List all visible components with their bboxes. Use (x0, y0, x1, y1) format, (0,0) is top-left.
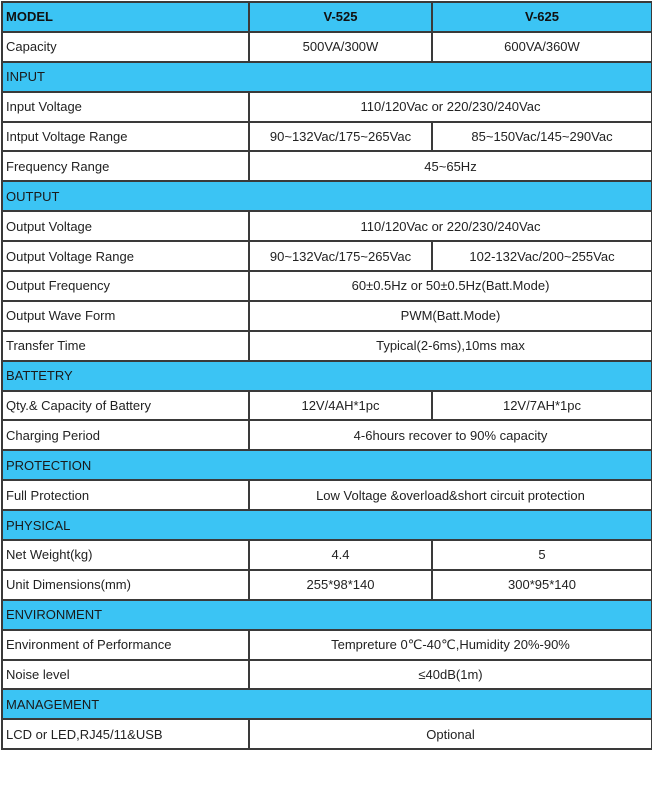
spec-value-both: Typical(2-6ms),10ms max (249, 331, 652, 361)
section-title: OUTPUT (2, 181, 652, 211)
spec-row (2, 660, 652, 690)
spec-row (2, 92, 652, 122)
spec-value-both: PWM(Batt.Mode) (249, 301, 652, 331)
section-row (2, 361, 652, 391)
spec-value-v525: 90~132Vac/175~265Vac (249, 241, 432, 271)
spec-row (2, 241, 652, 271)
spec-value-v525: 500VA/300W (249, 32, 432, 62)
spec-value-both: 110/120Vac or 220/230/240Vac (249, 92, 652, 122)
spec-value-both: 60±0.5Hz or 50±0.5Hz(Batt.Mode) (249, 271, 652, 301)
section-row (2, 62, 652, 92)
spec-row (2, 331, 652, 361)
spec-label: Environment of Performance (2, 630, 249, 660)
model-header: MODEL (2, 2, 249, 32)
spec-value-both: ≤40dB(1m) (249, 660, 652, 690)
spec-label: Output Wave Form (2, 301, 249, 331)
spec-value-v525: 255*98*140 (249, 570, 432, 600)
section-row (2, 510, 652, 540)
spec-value-both: 45~65Hz (249, 151, 652, 181)
section-title: PROTECTION (2, 450, 652, 480)
section-title: BATTETRY (2, 361, 652, 391)
spec-label: Net Weight(kg) (2, 540, 249, 570)
spec-label: Intput Voltage Range (2, 122, 249, 152)
spec-row (2, 211, 652, 241)
spec-label: Unit Dimensions(mm) (2, 570, 249, 600)
spec-value-v625: 12V/7AH*1pc (432, 391, 652, 421)
spec-value-v525: 4.4 (249, 540, 432, 570)
section-row (2, 450, 652, 480)
spec-value-both: Low Voltage &overload&short circuit protection (249, 480, 652, 510)
spec-row (2, 420, 652, 450)
section-title: PHYSICAL (2, 510, 652, 540)
spec-label: Capacity (2, 32, 249, 62)
section-row (2, 689, 652, 719)
spec-label: LCD or LED,RJ45/11&USB (2, 719, 249, 749)
model-v525-header: V-525 (249, 2, 432, 32)
section-row (2, 181, 652, 211)
spec-value-v525: 12V/4AH*1pc (249, 391, 432, 421)
spec-row (2, 480, 652, 510)
spec-label: Charging Period (2, 420, 249, 450)
spec-label: Transfer Time (2, 331, 249, 361)
spec-row (2, 301, 652, 331)
spec-value-both: Tempreture 0℃-40℃,Humidity 20%-90% (249, 630, 652, 660)
spec-row (2, 122, 652, 152)
spec-row (2, 540, 652, 570)
model-v625-header: V-625 (432, 2, 652, 32)
spec-row (2, 271, 652, 301)
spec-value-v625: 102-132Vac/200~255Vac (432, 241, 652, 271)
spec-value-v525: 90~132Vac/175~265Vac (249, 122, 432, 152)
section-row (2, 600, 652, 630)
spec-label: Output Frequency (2, 271, 249, 301)
spec-value-both: 110/120Vac or 220/230/240Vac (249, 211, 652, 241)
spec-label: Full Protection (2, 480, 249, 510)
spec-row (2, 719, 652, 749)
spec-value-both: Optional (249, 719, 652, 749)
spec-label: Noise level (2, 660, 249, 690)
spec-table-body (2, 2, 652, 749)
spec-label: Qty.& Capacity of Battery (2, 391, 249, 421)
spec-value-v625: 600VA/360W (432, 32, 652, 62)
spec-value-v625: 300*95*140 (432, 570, 652, 600)
spec-value-both: 4-6hours recover to 90% capacity (249, 420, 652, 450)
section-title: MANAGEMENT (2, 689, 652, 719)
spec-row (2, 391, 652, 421)
spec-label: Frequency Range (2, 151, 249, 181)
spec-row (2, 630, 652, 660)
header-row (2, 2, 652, 32)
spec-label: Input Voltage (2, 92, 249, 122)
spec-label: Output Voltage (2, 211, 249, 241)
spec-row (2, 570, 652, 600)
spec-label: Output Voltage Range (2, 241, 249, 271)
spec-value-v625: 5 (432, 540, 652, 570)
spec-value-v625: 85~150Vac/145~290Vac (432, 122, 652, 152)
section-title: INPUT (2, 62, 652, 92)
spec-table (1, 1, 652, 750)
spec-row (2, 32, 652, 62)
section-title: ENVIRONMENT (2, 600, 652, 630)
spec-row (2, 151, 652, 181)
